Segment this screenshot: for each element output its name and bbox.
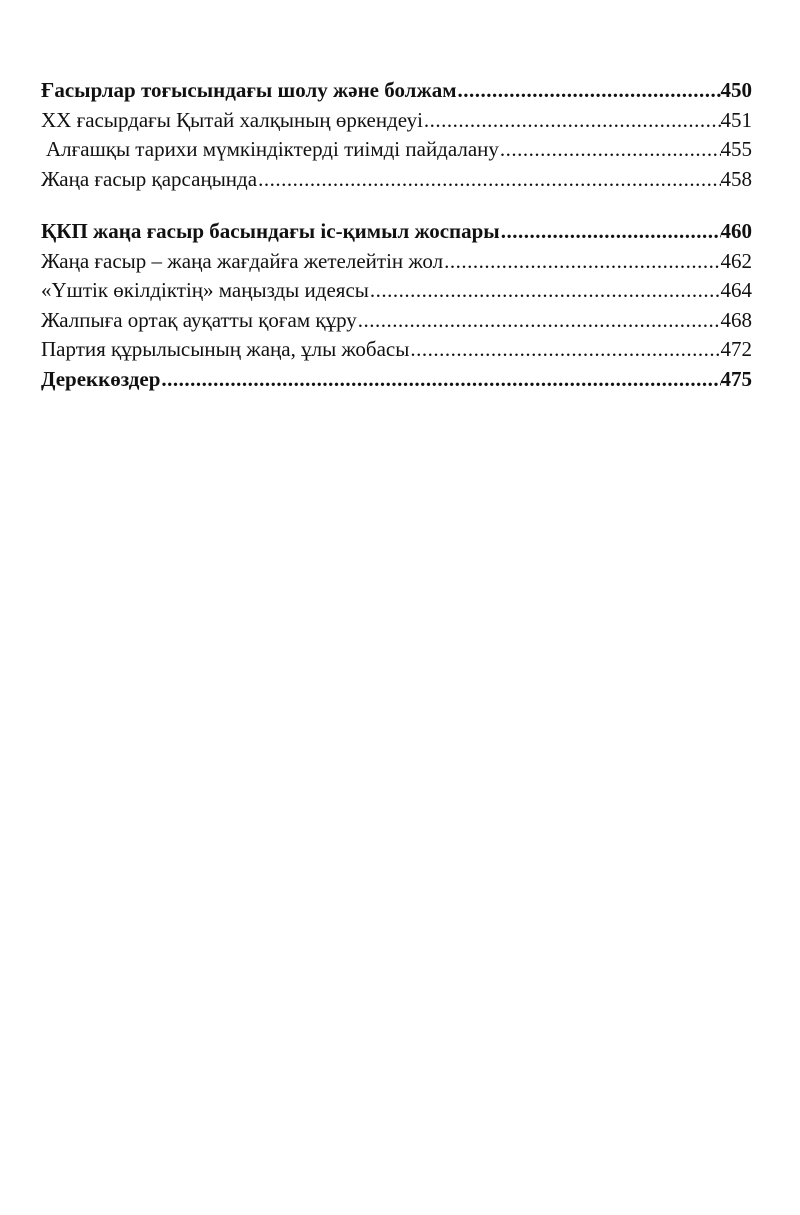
toc-page-number: 472 bbox=[720, 337, 752, 361]
toc-dot-leader bbox=[369, 276, 721, 306]
toc-page-number: 451 bbox=[720, 107, 752, 132]
toc-dot-leader bbox=[409, 335, 720, 365]
toc-section-2 bbox=[41, 217, 752, 394]
toc-entry-title: Жалпыға ортақ ауқатты қоғам құру bbox=[41, 307, 357, 332]
toc-entry-title: Партия құрылысының жаңа, ұлы жобасы bbox=[41, 337, 410, 361]
toc-dot-leader bbox=[357, 306, 721, 336]
toc-entry-title: ХХ ғасырдағы Қытай халқының өркендеуі bbox=[41, 107, 423, 132]
toc-page-number: 450 bbox=[720, 78, 752, 102]
toc-dot-leader bbox=[499, 135, 721, 165]
toc-entry-chapter bbox=[41, 76, 752, 106]
toc-entry-references bbox=[41, 365, 752, 395]
table-of-contents bbox=[41, 76, 752, 394]
toc-entry-title: ҚКП жаңа ғасыр басындағы іс-қимыл жоспары bbox=[41, 219, 500, 243]
toc-page-number: 458 bbox=[720, 166, 752, 191]
toc-entry-title: Жаңа ғасыр қарсаңында bbox=[41, 166, 258, 191]
toc-page-number: 468 bbox=[720, 307, 752, 332]
toc-dot-leader bbox=[423, 106, 721, 136]
toc-entry bbox=[41, 276, 752, 306]
toc-entry bbox=[41, 165, 752, 195]
toc-page-number: 475 bbox=[720, 366, 752, 391]
toc-entry-title: Жаңа ғасыр – жаңа жағдайға жетелейтін жол bbox=[41, 248, 444, 273]
toc-entry-chapter bbox=[41, 217, 752, 247]
toc-entry-title: Ғасырлар тоғысындағы шолу және болжам bbox=[41, 78, 457, 102]
toc-dot-leader bbox=[443, 247, 720, 277]
toc-entry-title: Алғашқы тарихи мүмкіндіктерді тиімді пайдалану bbox=[46, 137, 499, 161]
toc-entry bbox=[41, 106, 752, 136]
toc-page-number: 464 bbox=[720, 278, 752, 302]
toc-page-number: 455 bbox=[720, 137, 752, 161]
toc-entry-title: Дереккөздер bbox=[41, 366, 161, 391]
toc-dot-leader bbox=[160, 365, 720, 395]
toc-dot-leader bbox=[457, 76, 721, 106]
toc-entry-title: «Үштік өкілдіктің» маңызды идеясы bbox=[41, 278, 369, 302]
toc-page-number: 462 bbox=[720, 248, 752, 273]
toc-entry bbox=[41, 247, 752, 277]
toc-page-number: 460 bbox=[720, 219, 752, 243]
toc-dot-leader bbox=[500, 217, 721, 247]
toc-section-1 bbox=[41, 76, 752, 194]
toc-entry bbox=[41, 335, 752, 365]
toc-dot-leader bbox=[257, 165, 720, 195]
toc-entry bbox=[41, 135, 752, 165]
toc-entry bbox=[41, 306, 752, 336]
